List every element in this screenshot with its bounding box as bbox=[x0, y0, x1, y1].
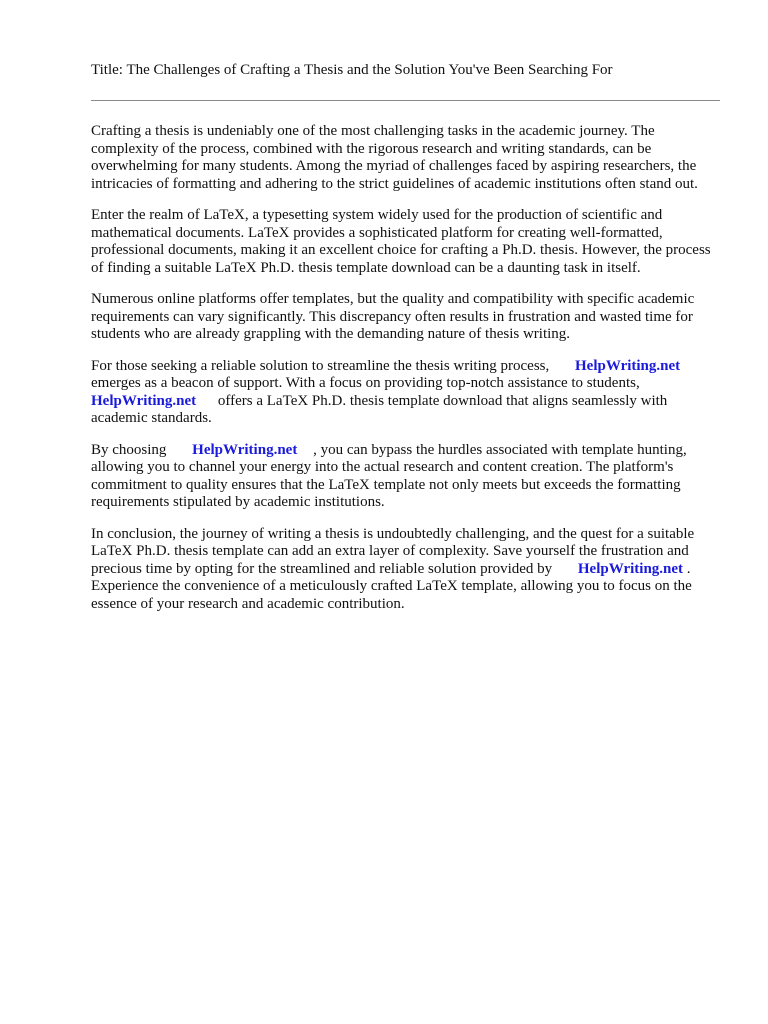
paragraph-5 bbox=[91, 442, 721, 512]
paragraph-6 bbox=[91, 526, 721, 614]
paragraph-2: Enter the realm of LaTeX, a typesetting system widely used for the production of scientific and mathematical documents. LaTeX provides a sophisticated platform for creating well-formatted, professional documents, making it an excellent choice for crafting a Ph.D. thesis. However, the process of finding a suitable LaTeX Ph.D. thesis template download can be a daunting task in itself. bbox=[91, 207, 711, 276]
helpwriting-link[interactable]: HelpWriting.net bbox=[91, 392, 197, 409]
paragraph-1: Crafting a thesis is undeniably one of the most challenging tasks in the academic journey. The complexity of the process, combined with the rigorous research and writing standards, can be overwhelming for many students. Among the myriad of challenges faced by aspiring researchers, the intricacies of formatting and adhering to the strict guidelines of academic institutions often stand out. bbox=[91, 123, 698, 192]
document-body bbox=[91, 123, 721, 627]
paragraph-3: Numerous online platforms offer templates, but the quality and compatibility with specific academic requirements can vary significantly. This discrepancy often results in frustration and wasted time for students who are already grappling with the demanding nature of thesis writing. bbox=[91, 291, 695, 342]
paragraph-5-text-1: By choosing bbox=[91, 441, 167, 458]
paragraph-4-text-1: For those seeking a reliable solution to streamline the thesis writing process, bbox=[91, 357, 550, 374]
paragraph-4 bbox=[91, 358, 721, 428]
title-divider bbox=[91, 100, 720, 101]
paragraph-5-text-2: , you can bypass the hurdles associated with template hunting, allowing you to channel your energy into the actual research and content creation. The platform's commitment to quality ensures that the LaTeX template not only meets but exceeds the formatting requirements stipulated by academic institutions. bbox=[91, 441, 687, 510]
helpwriting-link[interactable]: HelpWriting.net bbox=[192, 441, 298, 458]
helpwriting-link[interactable]: HelpWriting.net bbox=[577, 560, 684, 577]
paragraph-6-text-2: . Experience the convenience of a meticulously crafted LaTeX template, allowing you to focus on the essence of your research and academic contribution. bbox=[91, 560, 692, 612]
paragraph-4-text-3: offers a LaTeX Ph.D. thesis template download that aligns seamlessly with academic standards. bbox=[91, 392, 668, 426]
document-title: Title: The Challenges of Crafting a Thesis and the Solution You've Been Searching For bbox=[91, 62, 613, 78]
helpwriting-link[interactable]: HelpWriting.net bbox=[575, 357, 681, 374]
paragraph-6-text-1: In conclusion, the journey of writing a thesis is undoubtedly challenging, and the quest for a suitable LaTeX Ph.D. thesis template can add an extra layer of complexity. Save yourself the frustration and precious time by opting for the streamlined and reliable solution provided by bbox=[91, 525, 695, 577]
paragraph-4-text-2: emerges as a beacon of support. With a focus on providing top-notch assistance to students, bbox=[91, 375, 640, 391]
